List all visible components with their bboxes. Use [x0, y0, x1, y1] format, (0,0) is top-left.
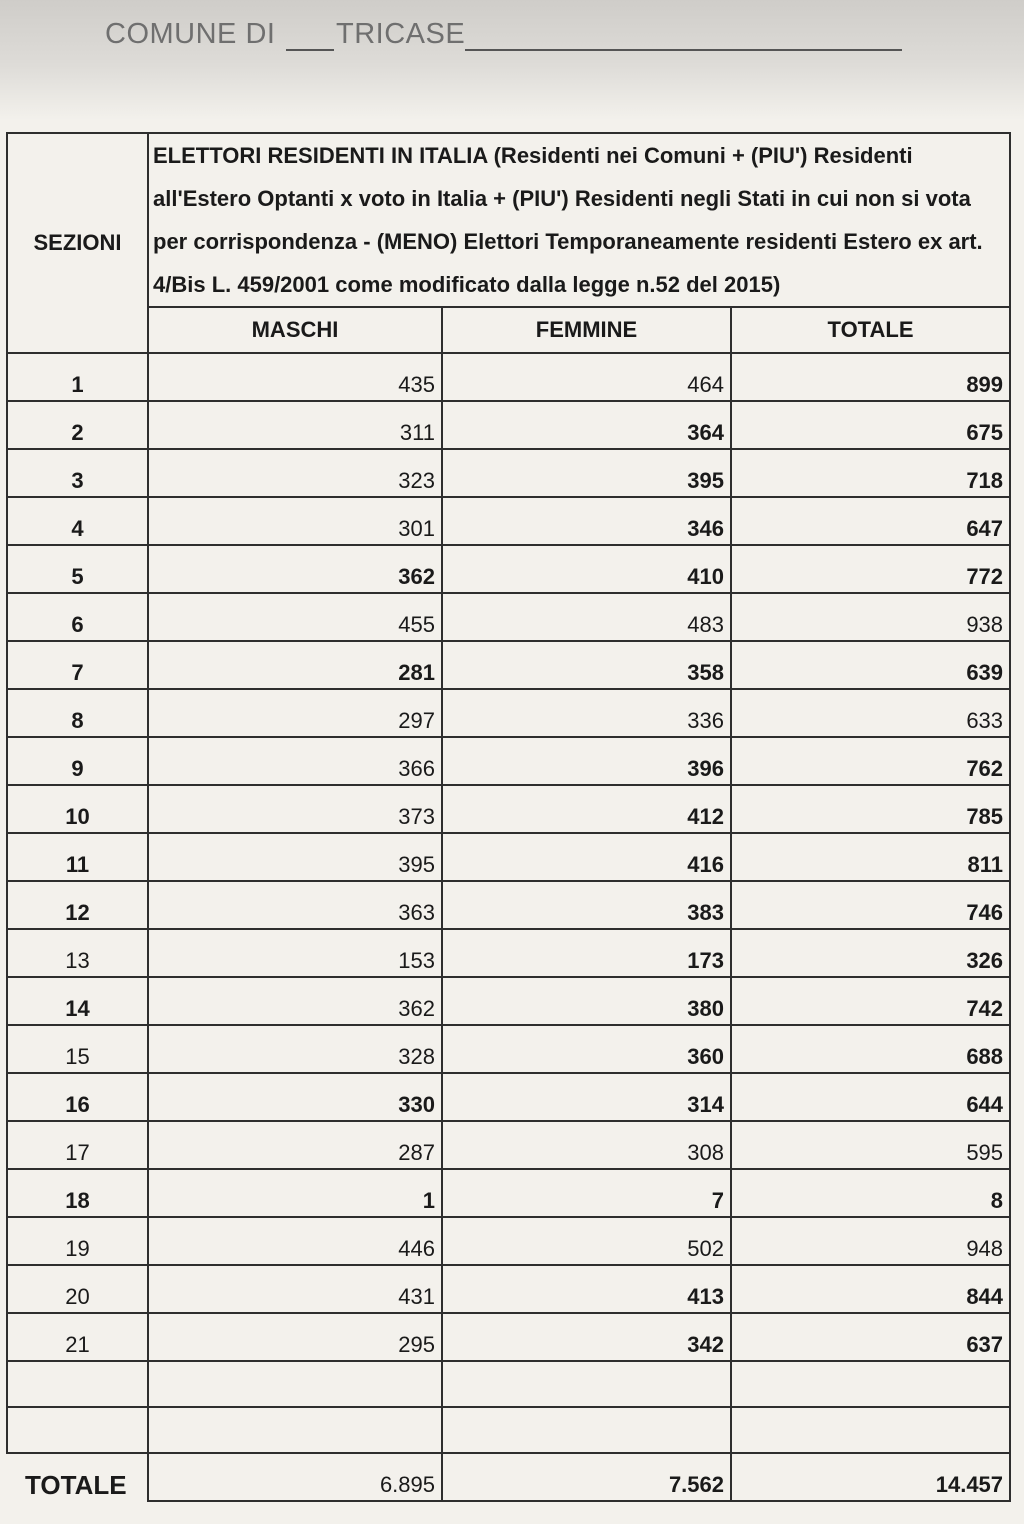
femmine-cell: 314 [442, 1073, 731, 1121]
sezione-cell: 18 [7, 1169, 148, 1217]
sezione-cell: 15 [7, 1025, 148, 1073]
blank-line [465, 21, 902, 51]
table-row [7, 1169, 1010, 1217]
femmine-cell: 413 [442, 1265, 731, 1313]
column-header-row [7, 307, 1010, 353]
maschi-cell: 295 [148, 1313, 442, 1361]
femmine-cell: 308 [442, 1121, 731, 1169]
maschi-cell: 287 [148, 1121, 442, 1169]
femmine-cell: 336 [442, 689, 731, 737]
table-row [7, 449, 1010, 497]
maschi-cell: 362 [148, 977, 442, 1025]
table-row [7, 689, 1010, 737]
femmine-cell: 410 [442, 545, 731, 593]
sezione-cell: 12 [7, 881, 148, 929]
table-row [7, 545, 1010, 593]
totale-cell: 688 [731, 1025, 1010, 1073]
totale-cell: 595 [731, 1121, 1010, 1169]
totale-cell: 844 [731, 1265, 1010, 1313]
sezione-cell: 2 [7, 401, 148, 449]
totale-cell: 899 [731, 353, 1010, 401]
maschi-cell: 301 [148, 497, 442, 545]
total-totale: 14.457 [731, 1453, 1010, 1501]
maschi-header: MASCHI [148, 307, 442, 353]
femmine-cell: 395 [442, 449, 731, 497]
sezione-cell: 20 [7, 1265, 148, 1313]
femmine-cell: 483 [442, 593, 731, 641]
table-row [7, 1313, 1010, 1361]
femmine-cell: 396 [442, 737, 731, 785]
electors-table [6, 132, 1011, 1502]
maschi-cell: 435 [148, 353, 442, 401]
empty-row [7, 1361, 1010, 1407]
femmine-cell: 360 [442, 1025, 731, 1073]
sezione-cell: 14 [7, 977, 148, 1025]
femmine-cell: 358 [442, 641, 731, 689]
table-row [7, 1121, 1010, 1169]
totals-row [7, 1453, 1010, 1501]
femmine-cell: 383 [442, 881, 731, 929]
sezione-cell: 16 [7, 1073, 148, 1121]
totale-cell: 647 [731, 497, 1010, 545]
table-row [7, 929, 1010, 977]
femmine-cell: 7 [442, 1169, 731, 1217]
sezione-cell: 7 [7, 641, 148, 689]
comune-label: COMUNE DI [105, 18, 276, 50]
table-row [7, 1025, 1010, 1073]
totale-cell: 633 [731, 689, 1010, 737]
femmine-header: FEMMINE [442, 307, 731, 353]
empty-row [7, 1407, 1010, 1453]
description-header: ELETTORI RESIDENTI IN ITALIA (Residenti nei Comuni + (PIU') Residenti all'Estero Optanti x voto in Italia + (PIU') Residenti negli Stati in cui non si vota per corrispondenza - (MENO) Elettori Temporaneamente residenti Estero ex art. 4/Bis L. 459/2001 come modificato dalla legge n.52 del 2015) [148, 133, 1010, 307]
sezioni-header: SEZIONI [7, 133, 148, 353]
sezione-cell: 4 [7, 497, 148, 545]
table-row [7, 737, 1010, 785]
table-row [7, 881, 1010, 929]
maschi-cell: 373 [148, 785, 442, 833]
totale-cell: 746 [731, 881, 1010, 929]
sezione-cell: 9 [7, 737, 148, 785]
maschi-cell: 431 [148, 1265, 442, 1313]
totale-cell: 718 [731, 449, 1010, 497]
sezione-cell: 8 [7, 689, 148, 737]
femmine-cell: 416 [442, 833, 731, 881]
totale-cell: 326 [731, 929, 1010, 977]
totale-cell: 772 [731, 545, 1010, 593]
table-row [7, 1265, 1010, 1313]
table-row [7, 497, 1010, 545]
femmine-cell: 364 [442, 401, 731, 449]
table-row [7, 1217, 1010, 1265]
sezione-cell: 21 [7, 1313, 148, 1361]
femmine-cell: 346 [442, 497, 731, 545]
maschi-cell: 366 [148, 737, 442, 785]
totale-cell: 644 [731, 1073, 1010, 1121]
document-header [105, 18, 902, 51]
table-row [7, 401, 1010, 449]
totale-header: TOTALE [731, 307, 1010, 353]
femmine-cell: 412 [442, 785, 731, 833]
total-maschi: 6.895 [148, 1453, 442, 1501]
sezione-cell: 11 [7, 833, 148, 881]
table-body [7, 353, 1010, 1361]
totale-cell: 785 [731, 785, 1010, 833]
blank-line [286, 21, 334, 51]
femmine-cell: 342 [442, 1313, 731, 1361]
maschi-cell: 330 [148, 1073, 442, 1121]
table-row [7, 593, 1010, 641]
table-row [7, 1073, 1010, 1121]
maschi-cell: 153 [148, 929, 442, 977]
table-row [7, 833, 1010, 881]
maschi-cell: 362 [148, 545, 442, 593]
maschi-cell: 281 [148, 641, 442, 689]
femmine-cell: 380 [442, 977, 731, 1025]
comune-name: TRICASE [336, 18, 466, 50]
femmine-cell: 502 [442, 1217, 731, 1265]
table-row [7, 785, 1010, 833]
sezione-cell: 1 [7, 353, 148, 401]
maschi-cell: 446 [148, 1217, 442, 1265]
totals-label: TOTALE [25, 1470, 127, 1500]
totale-cell: 637 [731, 1313, 1010, 1361]
sezione-cell: 13 [7, 929, 148, 977]
totale-cell: 811 [731, 833, 1010, 881]
table-row [7, 353, 1010, 401]
total-femmine: 7.562 [442, 1453, 731, 1501]
table-row [7, 641, 1010, 689]
totale-cell: 742 [731, 977, 1010, 1025]
maschi-cell: 323 [148, 449, 442, 497]
table-row [7, 977, 1010, 1025]
sezione-cell: 10 [7, 785, 148, 833]
maschi-cell: 1 [148, 1169, 442, 1217]
totale-cell: 938 [731, 593, 1010, 641]
sezione-cell: 5 [7, 545, 148, 593]
femmine-cell: 173 [442, 929, 731, 977]
sezione-cell: 17 [7, 1121, 148, 1169]
maschi-cell: 297 [148, 689, 442, 737]
maschi-cell: 395 [148, 833, 442, 881]
totale-cell: 762 [731, 737, 1010, 785]
sezione-cell: 19 [7, 1217, 148, 1265]
sezione-cell: 6 [7, 593, 148, 641]
maschi-cell: 363 [148, 881, 442, 929]
table-header-row [7, 133, 1010, 307]
maschi-cell: 328 [148, 1025, 442, 1073]
maschi-cell: 455 [148, 593, 442, 641]
sezione-cell: 3 [7, 449, 148, 497]
maschi-cell: 311 [148, 401, 442, 449]
femmine-cell: 464 [442, 353, 731, 401]
totale-cell: 675 [731, 401, 1010, 449]
totale-cell: 639 [731, 641, 1010, 689]
totale-cell: 8 [731, 1169, 1010, 1217]
totale-cell: 948 [731, 1217, 1010, 1265]
